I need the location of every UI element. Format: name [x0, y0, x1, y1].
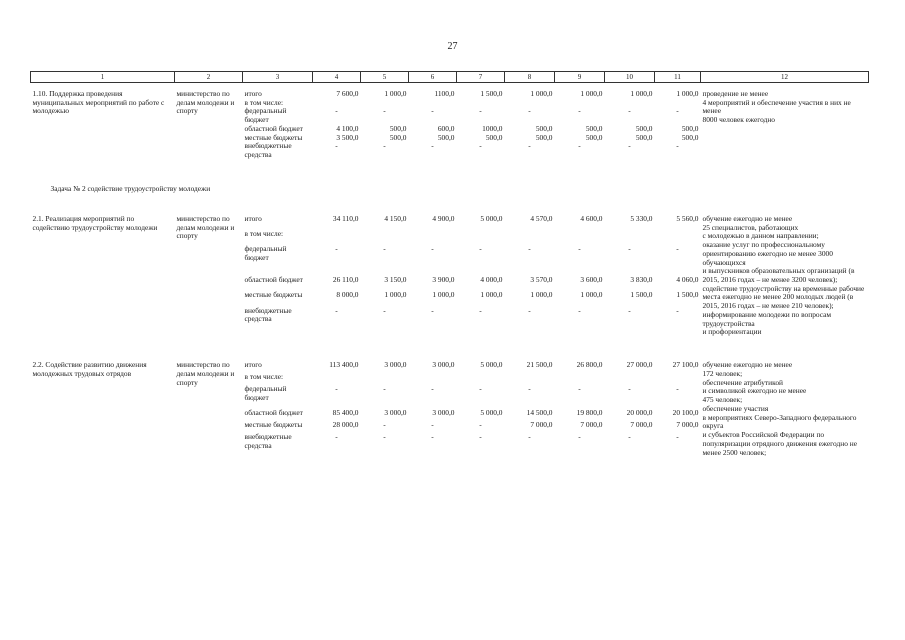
amount-cell: 4 600,0 [580, 213, 603, 223]
executor: министерство по делам молодежи и спорту [176, 89, 235, 116]
amount-cell: 27 100,0 [672, 360, 699, 370]
column-number: 6 [409, 72, 457, 83]
amount-cell: 1 000,0 [676, 89, 699, 98]
amount-cell: 500,0 [389, 123, 407, 133]
amount-cell: - [479, 420, 482, 430]
amount-cell: 500,0 [681, 123, 699, 133]
table-row [31, 215, 869, 230]
amount-cell: 26 110,0 [332, 275, 359, 284]
amount-cell: - [335, 384, 338, 394]
measure-title: 2.1. Реализация мероприятий по содействию трудоустройству молодежи [32, 213, 158, 232]
funding-source: итого [244, 360, 262, 370]
amount-cell: - [628, 106, 631, 116]
amount-cell: - [335, 106, 338, 116]
amount-cell: - [335, 432, 338, 442]
table-row [31, 90, 869, 99]
amount-cell: 3 150,0 [384, 275, 407, 284]
amount-cell: 7 000,0 [530, 420, 553, 430]
amount-cell: 1000,0 [482, 123, 503, 133]
amount-cell: 1 500,0 [676, 290, 699, 300]
column-number: 7 [457, 72, 505, 83]
amount-cell: 7 000,0 [630, 420, 653, 430]
expected-result: обучение ежегодно не менее 172 человек; обеспечение атрибутикой и символикой ежегодно не менее 475 человек; обеспечение участия в мероприятиях Северо-Западного федерального округа и субъектов Российской Федерации по популяризации отрядного движения ежегодно не менее 2500 человек; [702, 360, 857, 457]
amount-cell [361, 230, 409, 245]
column-number: 3 [243, 72, 313, 83]
column-number: 8 [505, 72, 555, 83]
funding-source: федеральный бюджет [244, 106, 287, 125]
amount-cell: 4 570,0 [530, 213, 553, 223]
amount-cell: 1 000,0 [580, 89, 603, 98]
amount-cell: - [383, 420, 386, 430]
task-heading: Задача № 2 содействие трудоустройству молодежи [50, 183, 211, 193]
amount-cell: - [479, 141, 482, 151]
amount-cell [505, 230, 555, 245]
amount-cell: - [431, 420, 434, 430]
amount-cell: 1 000,0 [432, 290, 455, 300]
amount-cell: 1 000,0 [384, 89, 407, 98]
amount-cell: 5 330,0 [630, 213, 653, 223]
amount-cell: 3 000,0 [432, 408, 455, 418]
funding-source: областной бюджет [244, 275, 303, 284]
amount-cell: - [383, 106, 386, 116]
amount-cell: 500,0 [535, 132, 553, 142]
amount-cell: 5 000,0 [480, 360, 503, 370]
funding-source: местные бюджеты [244, 420, 303, 430]
amount-cell: 5 000,0 [480, 408, 503, 418]
amount-cell: 1 000,0 [530, 290, 553, 300]
amount-cell: - [383, 432, 386, 442]
table-row [31, 361, 869, 373]
funding-source: федеральный бюджет [244, 244, 287, 263]
amount-cell: 500,0 [635, 123, 653, 133]
column-number: 11 [655, 72, 701, 83]
amount-cell: 1 000,0 [630, 89, 653, 98]
amount-cell [457, 230, 505, 245]
amount-cell: - [431, 432, 434, 442]
amount-cell [605, 230, 655, 245]
amount-cell: - [479, 106, 482, 116]
funding-source: в том числе: [244, 229, 284, 239]
amount-cell: 500,0 [389, 132, 407, 142]
amount-cell: 3 000,0 [384, 408, 407, 418]
amount-cell: - [676, 106, 679, 116]
amount-cell: - [628, 244, 631, 254]
amount-cell: 4 060,0 [676, 275, 699, 284]
amount-cell: - [578, 106, 581, 116]
executor: министерство по делам молодежи и спорту [176, 360, 235, 387]
amount-cell: 1 500,0 [630, 290, 653, 300]
amount-cell: - [479, 432, 482, 442]
amount-cell [313, 230, 361, 245]
expected-result: обучение ежегодно не менее 25 специалистов, работающих с молодежью в данном направлении; оказание услуг по профессиональному ориентированию ежегодно не менее 3000 обучающихся и выпускников образовательных организаций (в 2015, 2016 годах – не менее 3200 человек); содействие трудоустройству на временные рабочие места ежегодно не менее 200 молодых людей (в 2015, 2016 годах – не менее 210 человек); информирование молодежи по вопросам трудоустройства и профориентации [702, 213, 865, 337]
spacer-row [31, 195, 869, 215]
funding-source: местные бюджеты [244, 290, 303, 300]
amount-cell: - [431, 106, 434, 116]
amount-cell: - [479, 244, 482, 254]
funding-source: областной бюджет [244, 408, 303, 418]
amount-cell: 85 400,0 [332, 408, 359, 418]
amount-cell: 28 000,0 [332, 420, 359, 430]
funding-source: в том числе: [244, 97, 284, 107]
funding-source: областной бюджет [244, 123, 303, 133]
amount-cell: 1 000,0 [384, 290, 407, 300]
amount-cell: 500,0 [585, 123, 603, 133]
amount-cell: - [431, 141, 434, 151]
amount-cell: - [676, 305, 679, 315]
measure-title: 1.10. Поддержка проведения муниципальных мероприятий по работе с молодежью [32, 89, 165, 116]
funding-source: местные бюджеты [244, 132, 303, 142]
amount-cell: - [628, 305, 631, 315]
amount-cell: 113 400,0 [329, 360, 359, 370]
amount-cell: 19 800,0 [576, 408, 603, 418]
amount-cell: 3 600,0 [580, 275, 603, 284]
amount-cell: 500,0 [585, 132, 603, 142]
amount-cell: - [528, 384, 531, 394]
funding-source: внебюджетные средства [244, 432, 292, 450]
funding-source: внебюджетные средства [244, 305, 292, 324]
amount-cell: 1 000,0 [530, 89, 553, 98]
column-number: 9 [555, 72, 605, 83]
amount-cell: - [528, 141, 531, 151]
amount-cell: 7 000,0 [676, 420, 699, 430]
budget-table [30, 71, 869, 457]
amount-cell: - [431, 244, 434, 254]
column-number: 4 [313, 72, 361, 83]
task-heading-row [31, 184, 869, 195]
amount-cell: - [676, 141, 679, 151]
amount-cell: 20 000,0 [626, 408, 653, 418]
expected-result: проведение не менее 4 мероприятий и обеспечение участия в них не менее 8000 человек ежегодно [702, 89, 851, 125]
amount-cell: - [528, 305, 531, 315]
amount-cell: - [628, 432, 631, 442]
column-number: 1 [31, 72, 175, 83]
funding-source: итого [244, 213, 262, 223]
amount-cell: - [335, 244, 338, 254]
column-number: 5 [361, 72, 409, 83]
spacer-row [31, 160, 869, 184]
amount-cell: - [578, 384, 581, 394]
amount-cell: - [431, 305, 434, 315]
amount-cell: - [528, 244, 531, 254]
amount-cell: - [383, 244, 386, 254]
amount-cell: 5 000,0 [480, 213, 503, 223]
amount-cell: 14 500,0 [526, 408, 553, 418]
funding-source: федеральный бюджет [244, 384, 287, 402]
amount-cell: - [628, 141, 631, 151]
amount-cell: 3 830,0 [630, 275, 653, 284]
amount-cell: - [578, 305, 581, 315]
amount-cell: - [479, 384, 482, 394]
amount-cell: 3 500,0 [336, 132, 359, 142]
amount-cell: - [383, 141, 386, 151]
measure-title: 2.2. Содействие развитию движения молодежных трудовых отрядов [32, 360, 147, 378]
amount-cell: 4 000,0 [480, 275, 503, 284]
amount-cell: 1 000,0 [480, 290, 503, 300]
amount-cell: 500,0 [437, 132, 455, 142]
spacer-row [31, 337, 869, 361]
amount-cell: 20 100,0 [672, 408, 699, 418]
amount-cell: - [528, 106, 531, 116]
amount-cell: 600,0 [437, 123, 455, 133]
amount-cell: 1100,0 [434, 89, 455, 98]
amount-cell: 3 000,0 [384, 360, 407, 370]
amount-cell: 3 000,0 [432, 360, 455, 370]
amount-cell: 26 800,0 [576, 360, 603, 370]
amount-cell: 4 100,0 [336, 123, 359, 133]
amount-cell [655, 230, 701, 245]
page-number: 27 [447, 41, 458, 52]
amount-cell: 500,0 [635, 132, 653, 142]
amount-cell: - [676, 384, 679, 394]
executor: министерство по делам молодежи и спорту [176, 213, 235, 241]
amount-cell: 1 500,0 [480, 89, 503, 98]
funding-source: внебюджетные средства [244, 141, 292, 160]
amount-cell [409, 230, 457, 245]
column-number-row [31, 72, 869, 83]
amount-cell: - [479, 305, 482, 315]
amount-cell: 3 570,0 [530, 275, 553, 284]
amount-cell: - [431, 384, 434, 394]
amount-cell: 5 560,0 [676, 213, 699, 223]
funding-source: итого [244, 89, 262, 98]
amount-cell: 500,0 [485, 132, 503, 142]
amount-cell: - [528, 432, 531, 442]
funding-source: в том числе: [244, 372, 284, 382]
amount-cell: 1 000,0 [580, 290, 603, 300]
amount-cell: 34 110,0 [332, 213, 359, 223]
amount-cell: - [676, 432, 679, 442]
amount-cell: - [335, 141, 338, 151]
amount-cell: - [676, 244, 679, 254]
amount-cell: - [335, 305, 338, 315]
column-number: 12 [701, 72, 869, 83]
amount-cell [555, 230, 605, 245]
amount-cell: 7 600,0 [336, 89, 359, 98]
amount-cell: - [383, 384, 386, 394]
amount-cell: 7 000,0 [580, 420, 603, 430]
amount-cell: 500,0 [535, 123, 553, 133]
amount-cell: 3 900,0 [432, 275, 455, 284]
amount-cell: 21 500,0 [526, 360, 553, 370]
amount-cell: 4 150,0 [384, 213, 407, 223]
amount-cell: 8 000,0 [336, 290, 359, 300]
amount-cell: - [628, 384, 631, 394]
column-number: 2 [175, 72, 243, 83]
amount-cell: - [578, 432, 581, 442]
column-number: 10 [605, 72, 655, 83]
amount-cell: 27 000,0 [626, 360, 653, 370]
amount-cell: 4 900,0 [432, 213, 455, 223]
amount-cell: - [578, 141, 581, 151]
amount-cell: - [578, 244, 581, 254]
amount-cell: - [383, 305, 386, 315]
amount-cell: 500,0 [681, 132, 699, 142]
